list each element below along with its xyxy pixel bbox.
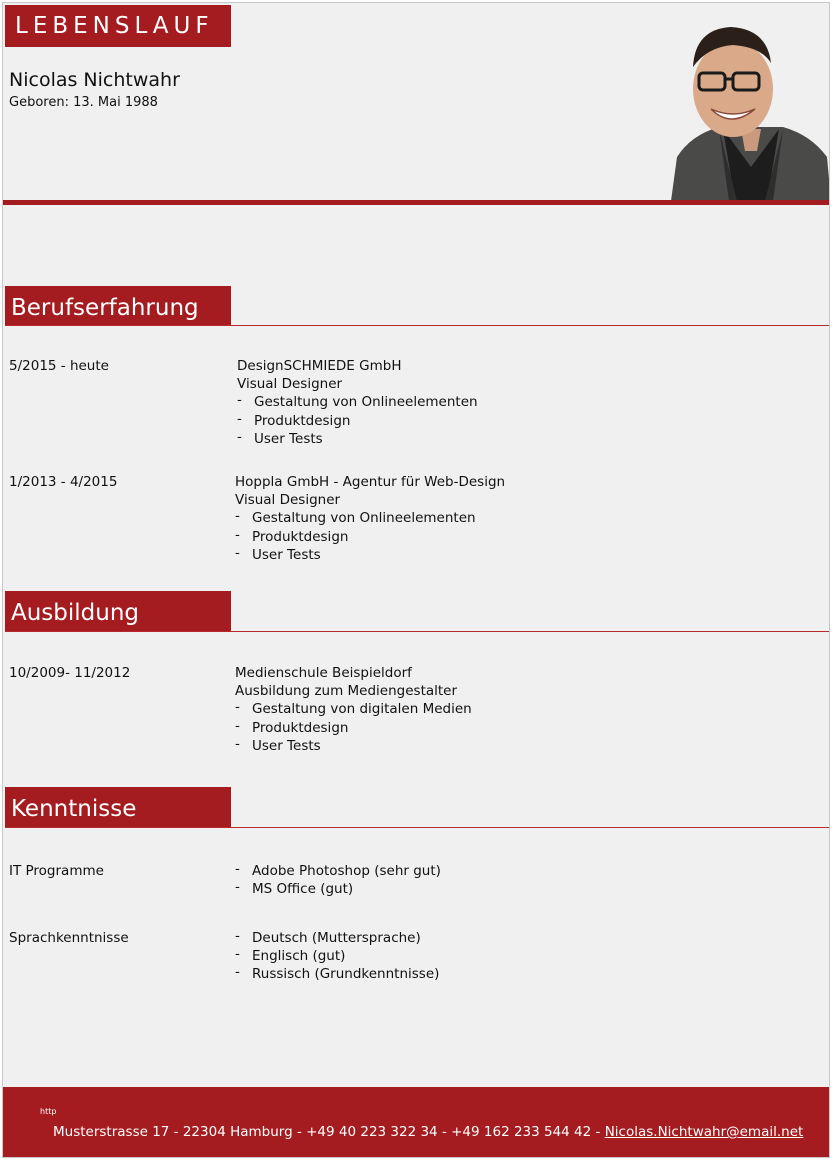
footer-http-label: http — [40, 1107, 57, 1116]
list-item: - Deutsch (Muttersprache) — [235, 929, 439, 947]
entry-date: 5/2015 - heute — [9, 358, 109, 374]
entry-date: 1/2013 - 4/2015 — [9, 474, 118, 490]
education-title: Ausbildung zum Mediengestalter — [235, 683, 458, 700]
list-item: - Gestaltung von Onlineelementen — [237, 393, 478, 411]
list-item: - Produktdesign — [237, 412, 478, 430]
list-item: - User Tests — [237, 430, 478, 448]
list-item: - Adobe Photoshop (sehr gut) — [235, 862, 441, 880]
list-item: - Produktdesign — [235, 528, 505, 546]
job-entry — [235, 473, 505, 564]
list-item: - User Tests — [235, 737, 472, 755]
email-link[interactable]: Nicolas.Nichtwahr@email.net — [604, 1124, 804, 1140]
list-item: - Russisch (Grundkenntnisse) — [235, 965, 439, 983]
company-name: Hoppla GmbH - Agentur für Web-Design — [235, 474, 506, 490]
company-name: DesignSCHMIEDE GmbH — [237, 358, 402, 374]
job-role: Visual Designer — [237, 376, 343, 393]
school-name: Medienschule Beispieldorf — [235, 665, 412, 681]
footer — [3, 1087, 830, 1158]
header-divider — [3, 200, 830, 205]
list-item: - Gestaltung von digitalen Medien — [235, 700, 472, 718]
job-entry — [237, 357, 478, 448]
section-heading-ausbildung: Ausbildung — [5, 591, 231, 631]
job-role: Visual Designer — [235, 492, 341, 509]
skill-label: IT Programme — [9, 863, 104, 879]
section-divider — [5, 631, 830, 632]
section-heading-berufserfahrung: Berufserfahrung — [5, 286, 231, 326]
skill-list — [235, 929, 439, 984]
education-entry — [235, 664, 472, 755]
section-divider — [5, 827, 830, 828]
entry-date: 10/2009- 11/2012 — [9, 665, 131, 681]
list-item: - MS Office (gut) — [235, 880, 441, 898]
section-divider — [5, 325, 830, 326]
skill-list — [235, 862, 441, 898]
document-title: LEBENSLAUF — [5, 5, 231, 47]
list-item: - Gestaltung von Onlineelementen — [235, 509, 505, 527]
birth-date: Geboren: 13. Mai 1988 — [9, 95, 158, 110]
list-item: - User Tests — [235, 546, 505, 564]
contact-address: Musterstrasse 17 - 22304 Hamburg - +49 40 223 322 34 - +49 162 233 544 42 - — [53, 1124, 605, 1140]
person-name: Nicolas Nichtwahr — [9, 69, 180, 91]
section-heading-kenntnisse: Kenntnisse — [5, 787, 231, 827]
portrait-photo — [671, 17, 830, 201]
list-item: - Produktdesign — [235, 719, 472, 737]
list-item: - Englisch (gut) — [235, 947, 439, 965]
portrait-photo-graphic — [671, 17, 830, 201]
resume-page — [2, 2, 830, 1158]
skill-label: Sprachkenntnisse — [9, 930, 129, 946]
contact-line — [53, 1124, 803, 1140]
